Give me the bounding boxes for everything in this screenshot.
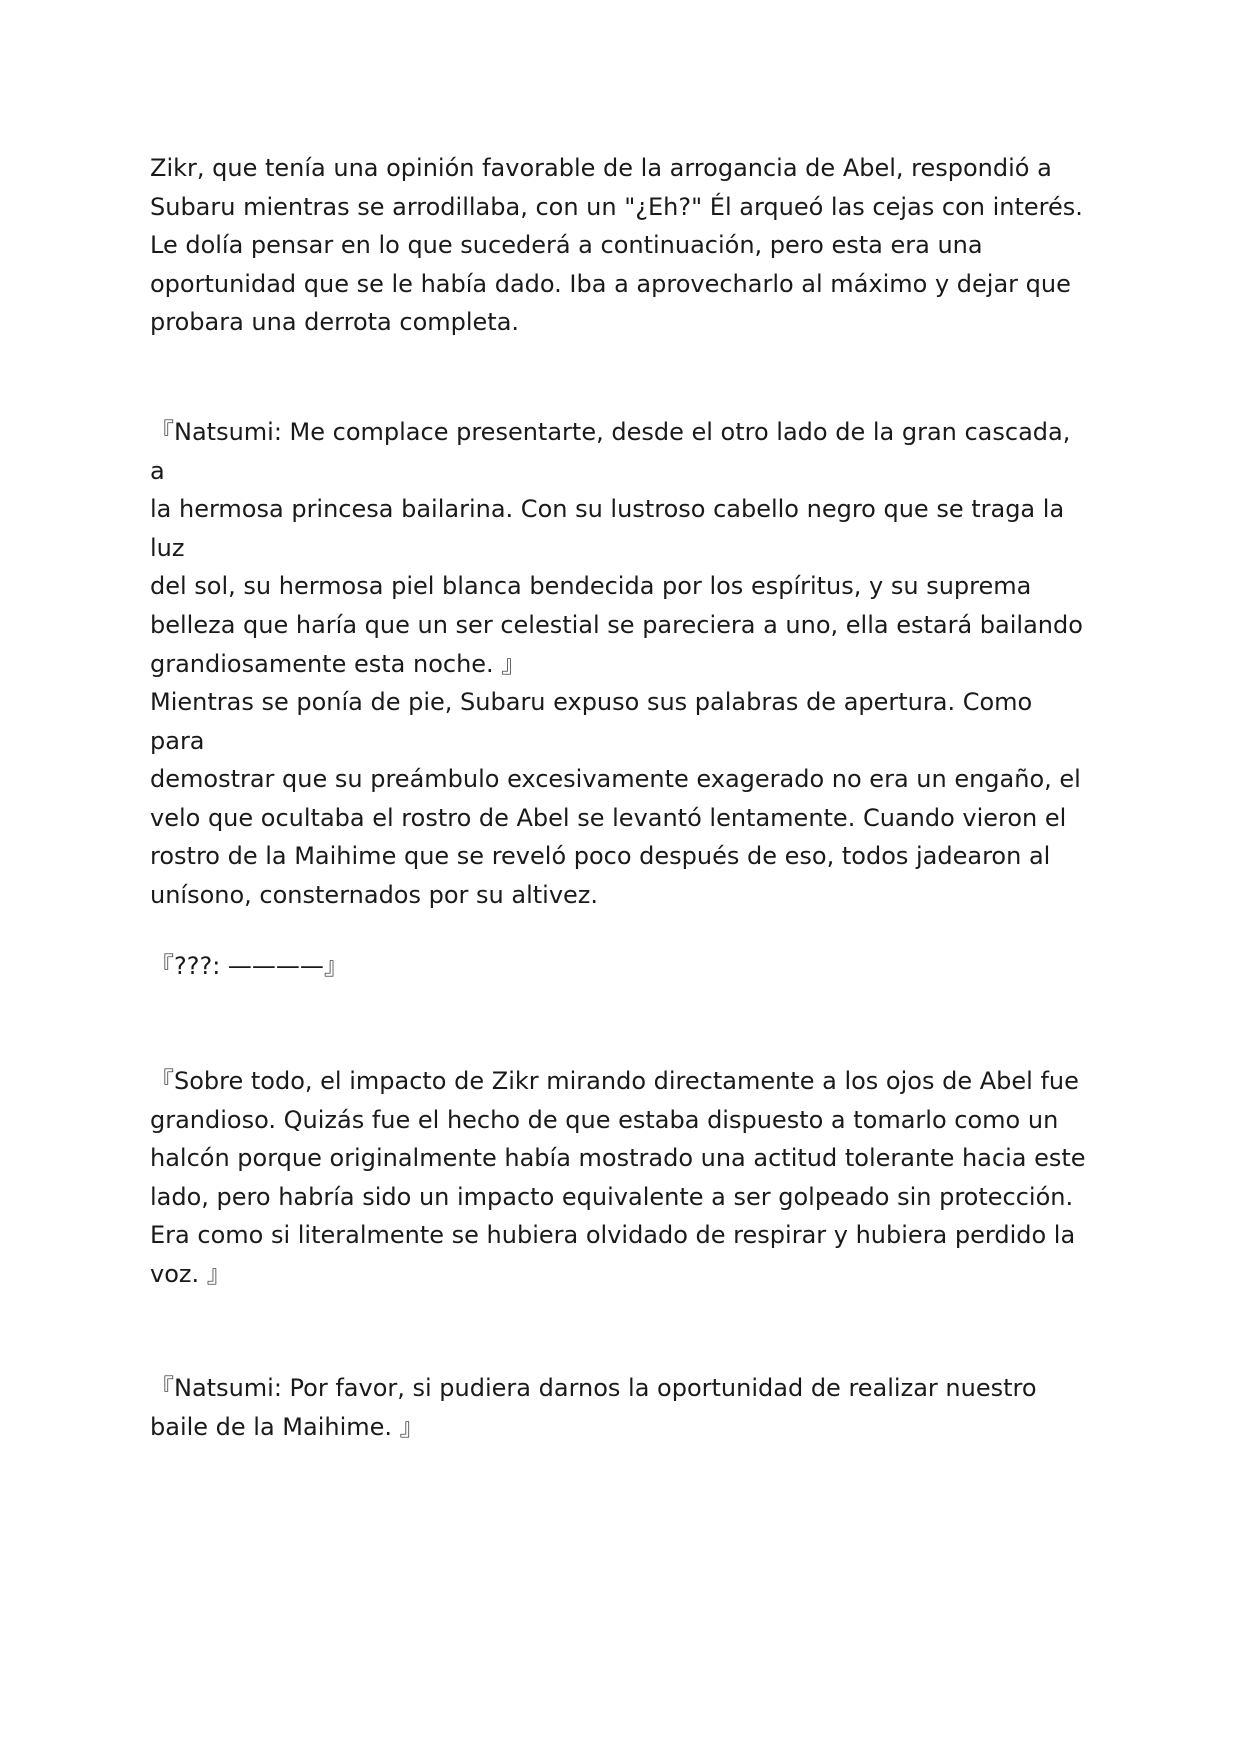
paragraph-narration-impact: 『Sobre todo, el impacto de Zikr mirando directamente a los ojos de Abel fue grandioso. Quizás fue el hecho de que estaba dispuesto a tomarlo como un halcón porque originalmente había mostrado una actitud tolerante hacia este lado, pero habría sido un impacto equivalente a ser golpeado sin protección. Era como si literalmente se hubiera olvidado de respirar y hubiera perdido la voz. 』 — [150, 1067, 1086, 1288]
paragraph-narration-zikr: Zikr, que tenía una opinión favorable de la arrogancia de Abel, respondió a Subaru mientras se arrodillaba, con un "¿Eh?" Él arqueó las cejas con interés. Le dolía pensar en lo que sucederá a continuación, pero esta era una oportunidad que se le había dado. Iba a aprovecharlo al máximo y dejar que probara una derrota completa. — [150, 154, 1083, 337]
paragraph-dialogue-natsumi-presentation: 『Natsumi: Me complace presentarte, desde el otro lado de la gran cascada, a la hermosa princesa bailarina. Con su lustroso cabello negro que se traga la luz del sol, su hermosa piel blanca bendecida por los espíritus, y su suprema belleza que haría que un ser celestial se pareciera a uno, ella estará bailando grandiosamente esta noche. 』 — [150, 418, 1083, 678]
paragraph-narration-subaru: Mientras se ponía de pie, Subaru expuso sus palabras de apertura. Como para demostrar que su preámbulo excesivamente exagerado no era un engaño, el velo que ocultaba el rostro de Abel se levantó lentamente. Cuando vieron el rostro de la Maihime que se reveló poco después de eso, todos jadearon al unísono, consternados por su altivez. — [150, 688, 1081, 909]
paragraph-dialogue-unknown: 『???: ————』 — [150, 952, 348, 980]
paragraph-dialogue-natsumi-request: 『Natsumi: Por favor, si pudiera darnos la oportunidad de realizar nuestro baile de la Maihime. 』 — [150, 1374, 1037, 1441]
